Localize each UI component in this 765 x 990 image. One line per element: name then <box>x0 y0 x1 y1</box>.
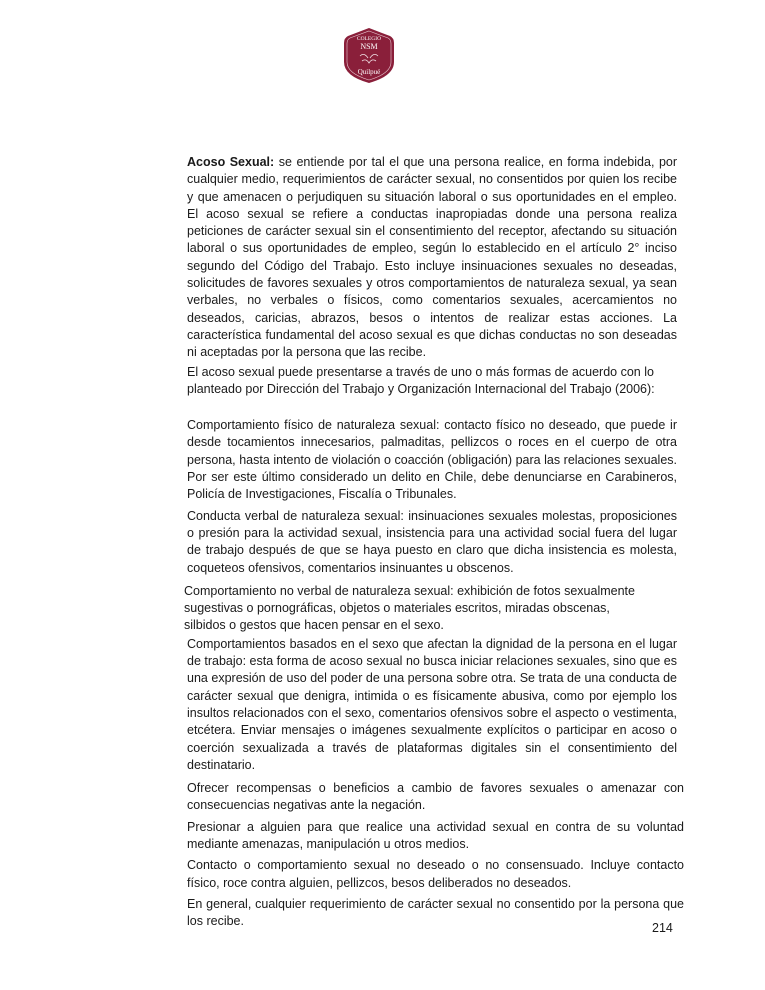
nonverbal-behavior-paragraph <box>184 583 677 635</box>
nonverbal-line-2: sugestivas o pornográficas, objetos o materiales escritos, miradas obscenas, <box>184 601 610 616</box>
document-body <box>184 154 684 930</box>
definition-paragraph <box>187 154 677 362</box>
svg-text:Quilpué: Quilpué <box>357 68 381 76</box>
physical-behavior-paragraph: Comportamiento físico de naturaleza sexual: contacto físico no deseado, que puede ir desde tocamientos innecesarios, palmaditas, pellizcos o roces en el cuerpo de otra persona, hasta intento de violación o coacción (obligación) para las relaciones sexuales. Por ser este último considerado un delito en Chile, debe denunciarse en Carabineros, Policía de Investigaciones, Fiscalía o Tribunales. <box>187 418 677 502</box>
forms-intro-paragraph: El acoso sexual puede presentarse a través de uno o más formas de acuerdo con lo planteado por Dirección del Trabajo y Organización Internacional del Trabajo (2006): <box>187 364 655 396</box>
definition-text: se entiende por tal el que una persona realice, en forma indebida, por cualquier medio, requerimientos de carácter sexual, no consentidos por quien los recibe y que amenacen o perjudiquen su situación laboral o sus oportunidades en el empleo. El acoso sexual se refiere a conductas inapropiadas donde una persona realiza peticiones de carácter sexual sin el consentimiento del receptor, afectando su situación laboral o sus oportunidades de empleo, según lo establecido en el artículo 2° inciso segundo del Código del Trabajo. Esto incluye insinuaciones sexuales no deseadas, solicitudes de favores sexuales y otros comportamientos de naturaleza sexual, ya sean verbales, no verbales o físicos, como comentarios sexuales, acercamientos no deseados, caricias, abrazos, besos o intentos de realizar estas acciones. La característica fundamental del acoso sexual es que dichas conductas no son deseadas ni aceptadas por la persona que las recibe. <box>187 155 678 360</box>
definition-term: Acoso Sexual: <box>187 155 275 169</box>
dignity-behavior-paragraph: Comportamientos basados en el sexo que afectan la dignidad de la persona en el lugar de trabajo: esta forma de acoso sexual no busca iniciar relaciones sexuales, sino que es una expresión de uso del poder de una persona sobre otra. Se trata de una conducta de carácter sexual que denigra, intimida o es físicamente abusiva, como por ejemplo los insultos relacionados con el sexo, comentarios ofensivos sobre el aspecto o vestimenta, etcétera. Enviar mensajes o imágenes sexualmente explícitos o participar en acoso o coerción sexualizada a través de plataformas digitales sin el consentimiento del destinatario. <box>187 636 677 772</box>
nonverbal-line-1: Comportamiento no verbal de naturaleza sexual: exhibición de fotos sexualmente <box>184 583 635 598</box>
general-paragraph: En general, cualquier requerimiento de carácter sexual no consentido por la persona que los recibe. <box>187 896 684 929</box>
page-number: 214 <box>652 921 673 935</box>
svg-text:NSM: NSM <box>360 42 378 51</box>
rewards-paragraph: Ofrecer recompensas o beneficios a cambio de favores sexuales o amenazar con consecuencias negativas ante la negación. <box>187 781 684 813</box>
pressure-paragraph: Presionar a alguien para que realice una actividad sexual en contra de su voluntad mediante amenazas, manipulación u otros medios. <box>187 819 684 851</box>
verbal-behavior-paragraph: Conducta verbal de naturaleza sexual: insinuaciones sexuales molestas, proposiciones o presión para la actividad sexual, insistencia para una actividad social fuera del lugar de trabajo después de que se haya puesto en claro que dicha insistencia es molesta, coqueteos ofensivos, comentarios insinuantes u obscenos. <box>187 508 677 575</box>
svg-text:COLEGIO: COLEGIO <box>356 36 382 42</box>
contact-paragraph: Contacto o comportamiento sexual no deseado o no consensuado. Incluye contacto físico, roce contra alguien, pellizcos, besos deliberados no deseados. <box>187 858 684 890</box>
nonverbal-line-3: silbidos o gestos que hacen pensar en el sexo. <box>184 618 444 633</box>
crest-icon <box>340 26 398 84</box>
school-logo <box>340 26 398 84</box>
